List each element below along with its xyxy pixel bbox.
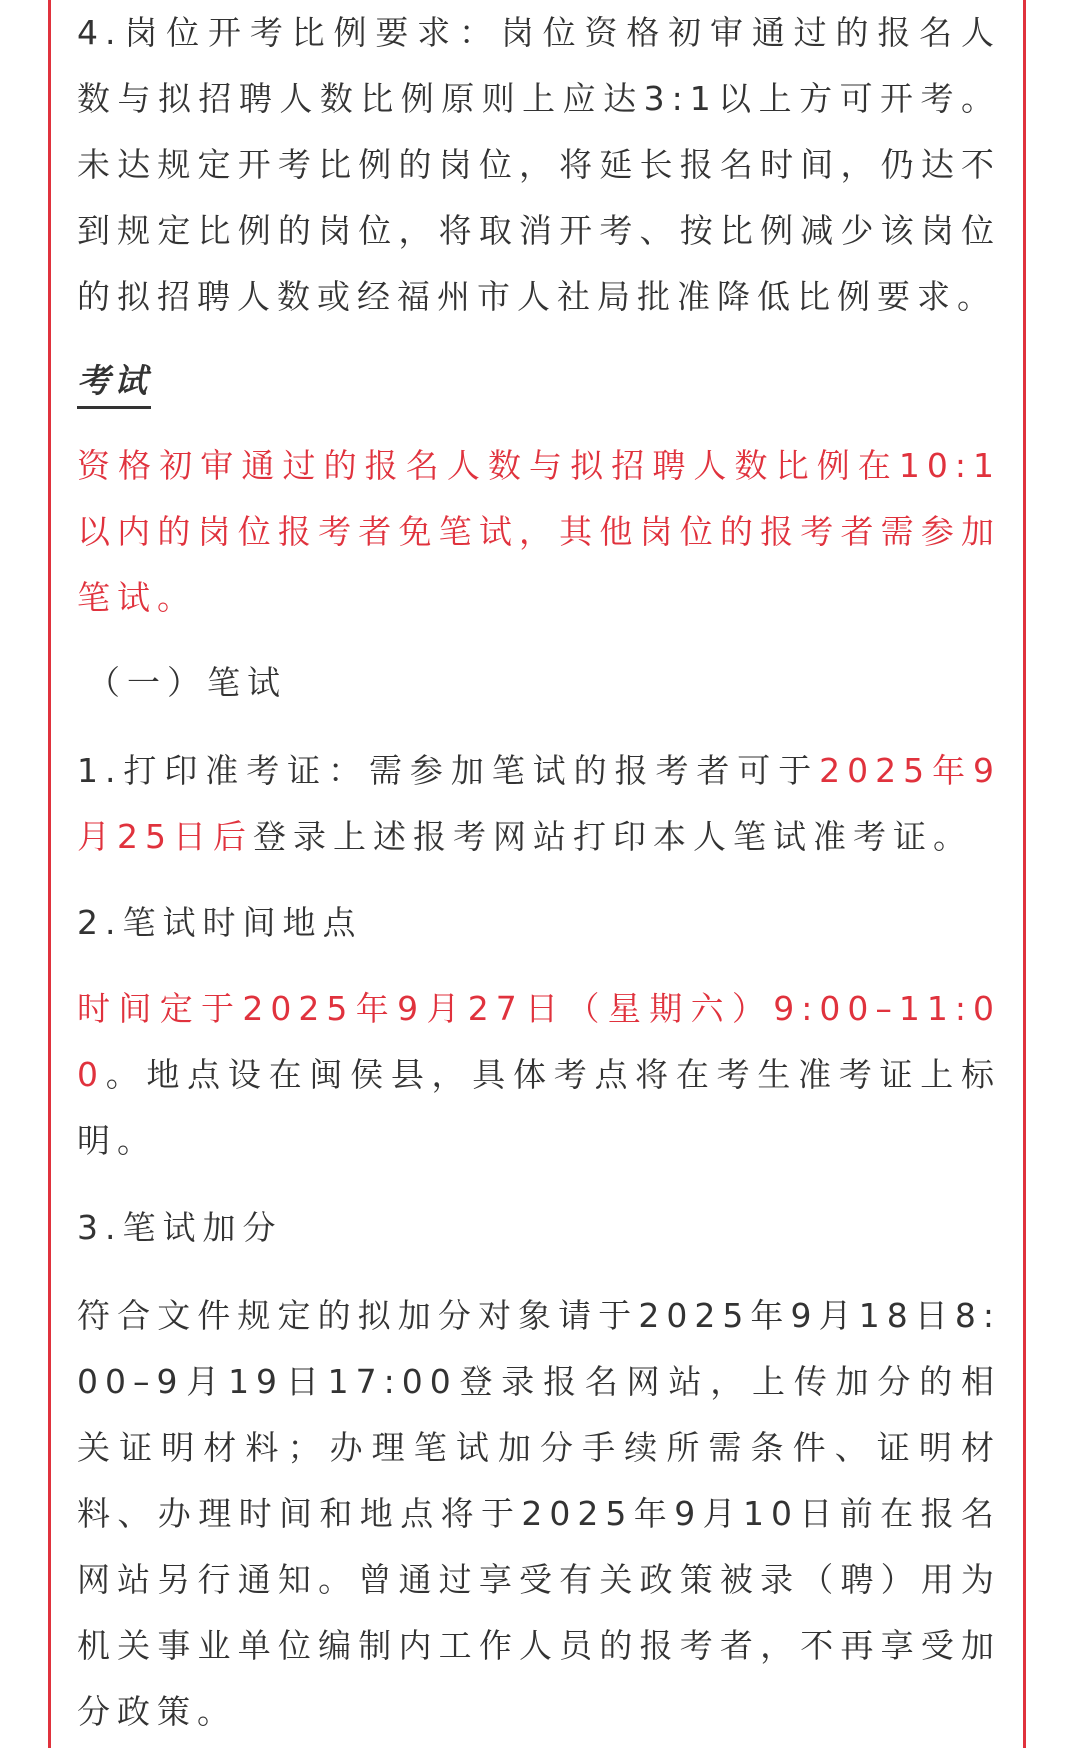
paragraph-exam-bonus: 符合文件规定的拟加分对象请于2025年9月18日8:00–9月19日17:00登录报名网站，上传加分的相关证明材料；办理笔试加分手续所需条件、证明材料、办理时间和地点将于2025年9月10日前在报名网站另行通知。曾通过享受有关政策被录（聘）用为机关事业单位编制内工作人员的报考者，不再享受加分政策。: [77, 1296, 1001, 1731]
print-prefix: 1.打印准考证：需参加笔试的报考者可于: [77, 751, 820, 790]
print-date-highlight: 2025年9月25日后: [77, 751, 1001, 856]
print-suffix: 登录上述报考网站打印本人笔试准考证。: [253, 817, 973, 856]
heading-exam-time-place: 2.笔试时间地点: [77, 903, 363, 942]
exam-place-text: 。地点设在闽侯县，具体考点将在考生准考证上标明。: [77, 1055, 1001, 1160]
subheading-written-exam: （一）笔试: [87, 663, 287, 702]
paragraph-opening-ratio: 4.岗位开考比例要求：岗位资格初审通过的报名人数与拟招聘人数比例原则上应达3:1以上方可开考。未达规定开考比例的岗位，将延长报名时间，仍达不到规定比例的岗位，将取消开考、按比例减少该岗位的拟招聘人数或经福州市人社局批准降低比例要求。: [77, 13, 1001, 316]
paragraph-print-admission: [77, 738, 1001, 870]
exam-time-highlight: 时间定于2025年9月27日（星期六）9:00–11:00: [77, 989, 1001, 1094]
heading-exam-bonus: 3.笔试加分: [77, 1208, 283, 1247]
section-heading-exam: 考试: [77, 356, 151, 409]
paragraph-exam-time-place: [77, 976, 1001, 1174]
paragraph-exam-exemption: 资格初审通过的报名人数与拟招聘人数比例在10:1以内的岗位报考者免笔试，其他岗位的报考者需参加笔试。: [77, 446, 1001, 617]
